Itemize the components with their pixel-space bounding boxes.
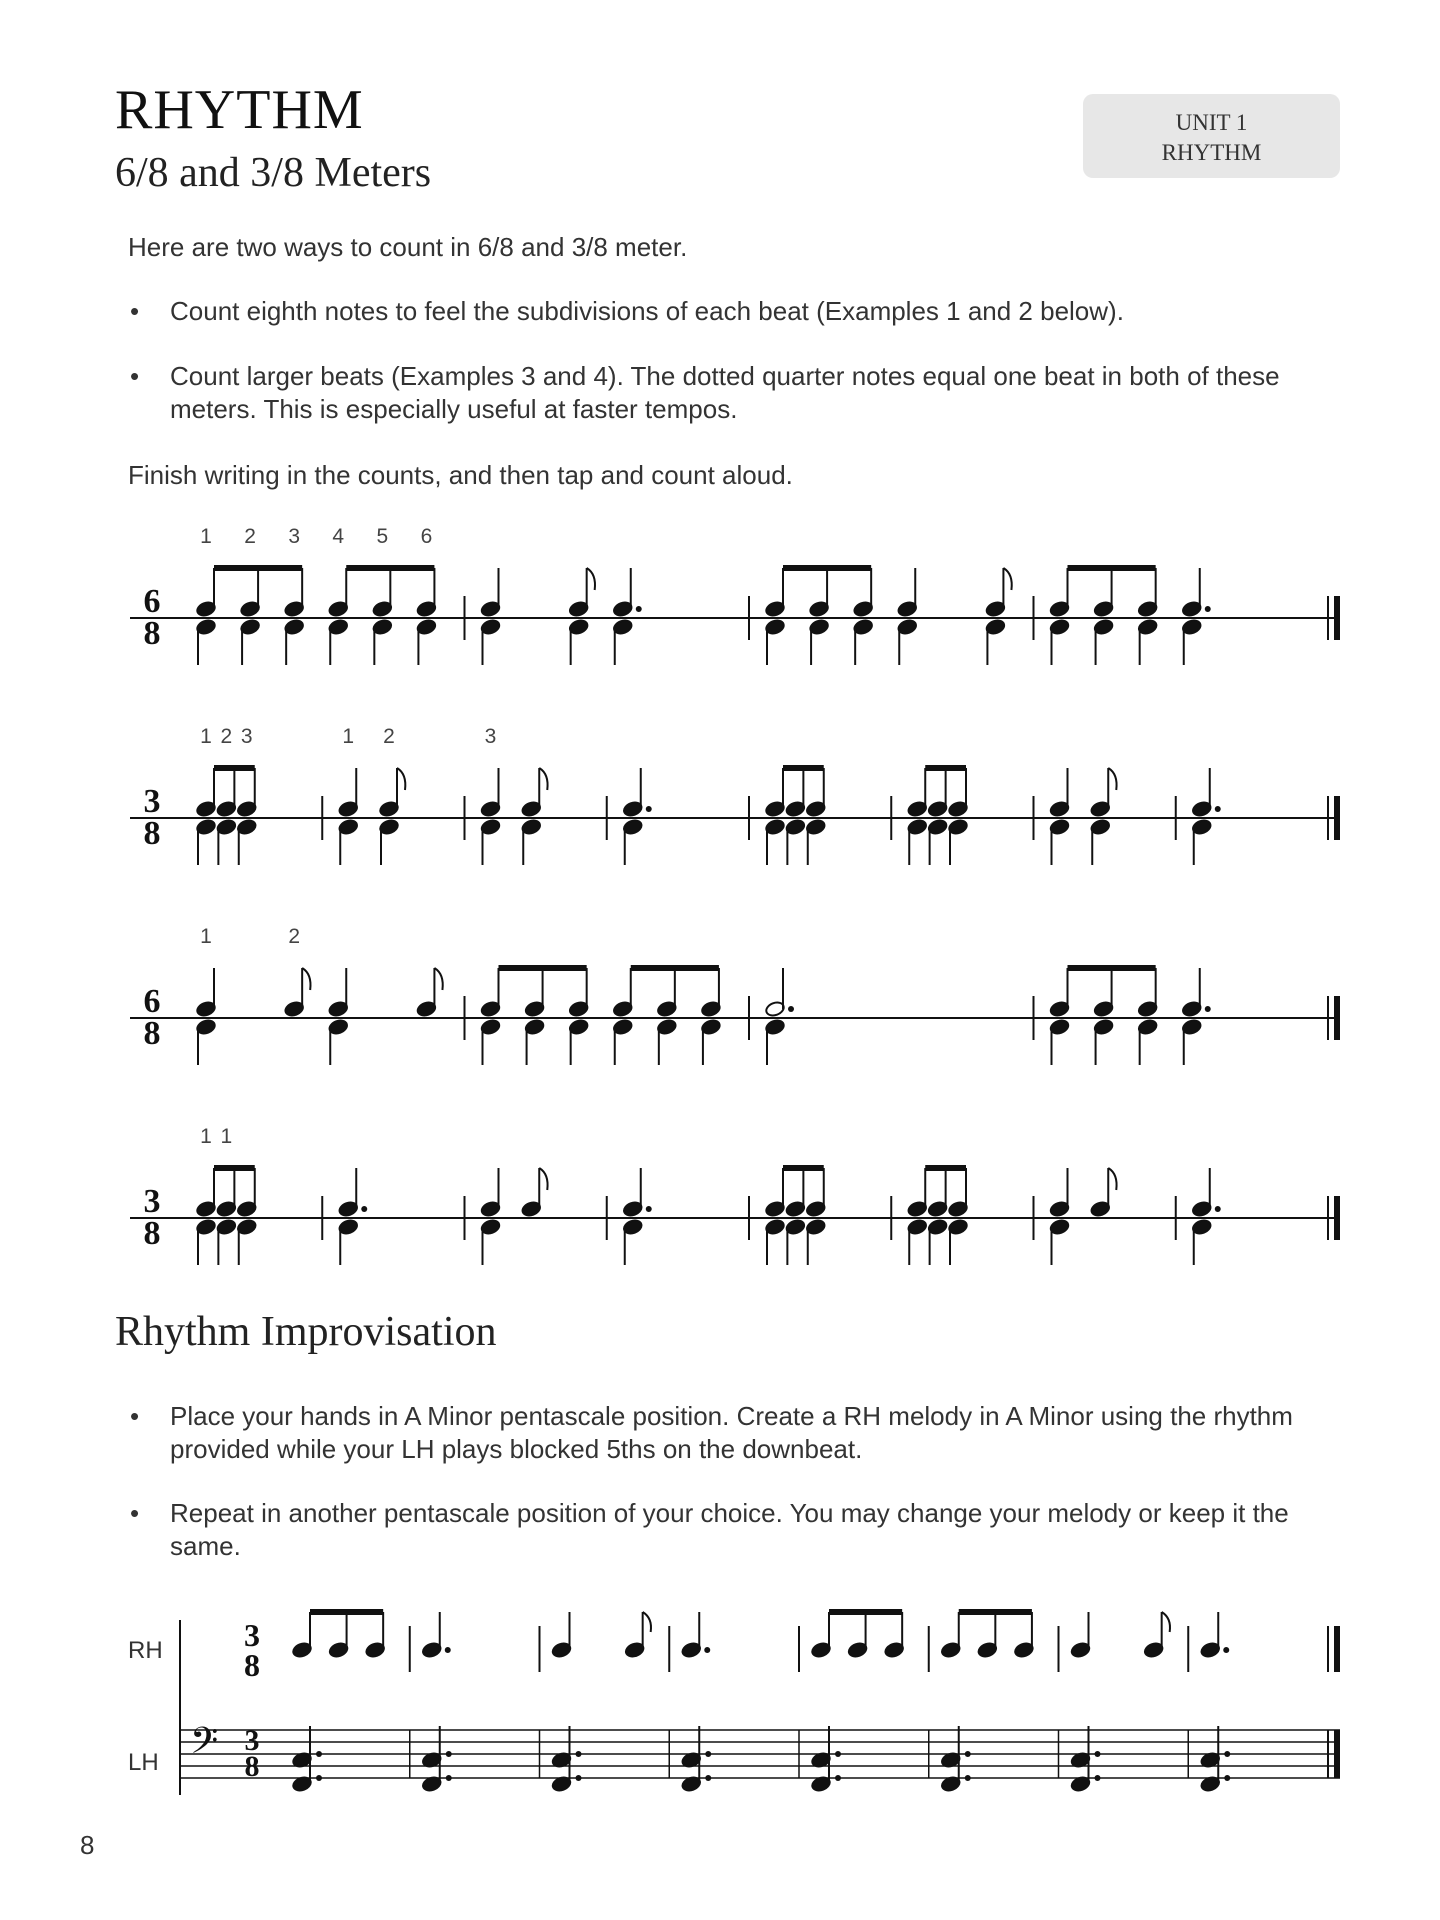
augmentation-dot — [1224, 1751, 1230, 1757]
augmentation-dot — [636, 606, 642, 612]
augmentation-dot — [1205, 1006, 1211, 1012]
augmentation-dot — [446, 1775, 452, 1781]
note-flag — [539, 768, 547, 790]
badge-line-2: RHYTHM — [1161, 140, 1262, 165]
augmentation-dot — [446, 1751, 452, 1757]
augmentation-dot — [361, 1206, 367, 1212]
intro-lead: Here are two ways to count in 6/8 and 3/8 meter. — [128, 232, 688, 262]
time-sig-bottom: 8 — [143, 815, 161, 852]
count-label: 3 — [240, 725, 253, 748]
note-flag — [587, 568, 595, 590]
augmentation-dot — [1215, 1206, 1221, 1212]
rh-label: RH — [128, 1637, 163, 1664]
bullet-text: Place your hands in A Minor pentascale position. Create a RH melody in A Minor using the rhythm provided while your LH plays blocked 5ths on the downbeat. — [170, 1401, 1293, 1464]
augmentation-dot — [1215, 806, 1221, 812]
augmentation-dot — [1095, 1775, 1101, 1781]
rh-time-bottom: 8 — [244, 1647, 260, 1683]
count-label: 2 — [288, 925, 301, 948]
time-sig-top: 6 — [143, 983, 161, 1020]
note-flag — [302, 968, 310, 990]
note-flag — [539, 1168, 547, 1190]
count-label: 3 — [288, 525, 301, 548]
augmentation-dot — [1223, 1647, 1229, 1653]
augmentation-dot — [1205, 606, 1211, 612]
rhythm-example-3 — [0, 925, 1440, 1065]
time-sig-bottom: 8 — [143, 615, 161, 652]
bullet-dot: • — [130, 361, 140, 391]
improvisation-grand-staff — [0, 1600, 1440, 1810]
bullet-dot: • — [130, 296, 140, 326]
augmentation-dot — [316, 1751, 322, 1757]
augmentation-dot — [788, 1006, 794, 1012]
instruction-text: Finish writing in the counts, and then tap and count aloud. — [128, 460, 793, 490]
rh-note-flag — [643, 1612, 651, 1632]
bullet-dot: • — [130, 1401, 140, 1431]
count-label: 2 — [383, 725, 395, 748]
count-label: 5 — [376, 525, 389, 548]
bass-clef-icon: 𝄢 — [190, 1721, 219, 1770]
unit-badge — [1083, 94, 1340, 178]
augmentation-dot — [576, 1751, 582, 1757]
augmentation-dot — [1224, 1775, 1230, 1781]
lh-label: LH — [128, 1749, 159, 1776]
lh-time-bottom: 8 — [244, 1750, 260, 1783]
note-flag — [1003, 568, 1011, 590]
augmentation-dot — [646, 1206, 652, 1212]
augmentation-dot — [646, 806, 652, 812]
augmentation-dot — [704, 1647, 710, 1653]
augmentation-dot — [965, 1775, 971, 1781]
rh-note-flag — [1162, 1612, 1170, 1632]
count-label: 1 — [200, 925, 212, 948]
time-sig-top: 3 — [143, 783, 161, 820]
lh-time-top: 3 — [244, 1724, 260, 1757]
bullet-dot: • — [130, 1498, 140, 1528]
augmentation-dot — [835, 1751, 841, 1757]
time-sig-bottom: 8 — [143, 1015, 161, 1052]
count-label: 6 — [420, 525, 433, 548]
count-label: 4 — [332, 525, 345, 548]
augmentation-dot — [316, 1775, 322, 1781]
rh-time-top: 3 — [244, 1617, 260, 1653]
augmentation-dot — [576, 1775, 582, 1781]
augmentation-dot — [965, 1751, 971, 1757]
page-title: RHYTHM — [115, 79, 364, 141]
rhythm-example-1 — [0, 525, 1440, 665]
badge-line-1: UNIT 1 — [1175, 110, 1248, 135]
count-label: 1 — [342, 725, 355, 748]
time-sig-bottom: 8 — [143, 1215, 161, 1252]
page-subtitle: 6/8 and 3/8 Meters — [115, 150, 432, 196]
note-flag — [1108, 768, 1116, 790]
note-flag — [1108, 1168, 1116, 1190]
count-label: 1 — [200, 525, 212, 548]
bullet-text: Count larger beats (Examples 3 and 4). The dotted quarter notes equal one beat in both of these meters. This is especially useful at faster tempos. — [170, 361, 1280, 424]
page-number: 8 — [80, 1830, 95, 1860]
note-flag — [397, 768, 405, 790]
augmentation-dot — [835, 1775, 841, 1781]
augmentation-dot — [705, 1751, 711, 1757]
augmentation-dot — [705, 1775, 711, 1781]
time-sig-top: 3 — [143, 1183, 161, 1220]
count-label: 3 — [484, 725, 497, 748]
rhythm-example-2 — [0, 725, 1440, 865]
count-label: 2 — [244, 525, 256, 548]
augmentation-dot — [445, 1647, 451, 1653]
bullet-text: Repeat in another pentascale position of your choice. You may change your melody or keep it the same. — [170, 1498, 1289, 1561]
time-sig-top: 6 — [143, 583, 161, 620]
improv-heading: Rhythm Improvisation — [115, 1309, 497, 1355]
count-label: 1 — [220, 1125, 233, 1148]
note-flag — [434, 968, 442, 990]
bullet-text: Count eighth notes to feel the subdivisions of each beat (Examples 1 and 2 below). — [170, 296, 1124, 326]
count-label: 1 — [200, 725, 212, 748]
count-label: 2 — [220, 725, 233, 748]
rhythm-example-4 — [0, 1125, 1440, 1265]
count-label: 1 — [200, 1125, 212, 1148]
augmentation-dot — [1095, 1751, 1101, 1757]
